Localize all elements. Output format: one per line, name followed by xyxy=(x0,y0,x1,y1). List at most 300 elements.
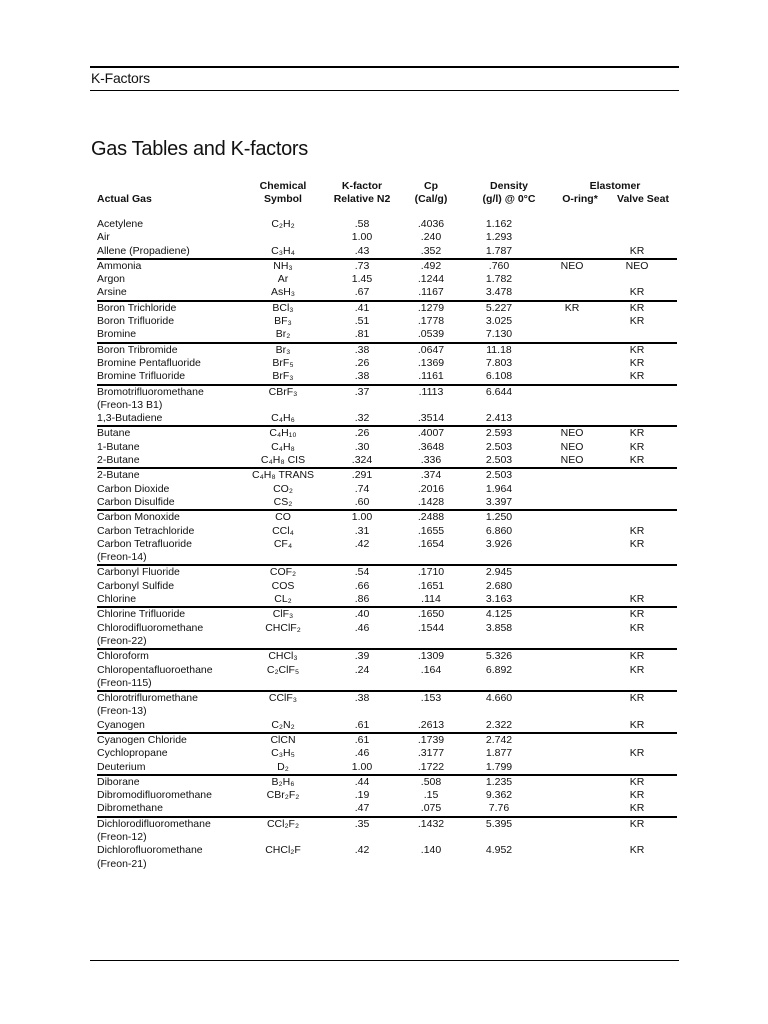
cp-cell: .164 xyxy=(420,663,442,676)
density-cell: 3.163 xyxy=(485,593,513,606)
cp-cell: .1279 xyxy=(417,301,445,314)
header-rule xyxy=(90,90,679,91)
valve-seat-cell: KR xyxy=(629,718,645,731)
valve-seat-cell: KR xyxy=(629,440,645,453)
cp-cell: .1778 xyxy=(417,315,445,328)
density-cell: 3.025 xyxy=(485,315,513,328)
gas-name-cell: Dichlorodifluoromethane xyxy=(97,817,211,830)
table-row xyxy=(97,399,677,412)
table-row-group xyxy=(97,816,677,871)
k-factor-cell: .46 xyxy=(354,621,370,634)
gas-name-cell: Bromine xyxy=(97,328,137,341)
table-row xyxy=(97,370,677,383)
chemical-symbol-cell: C₃H₄ xyxy=(271,244,295,257)
density-cell: 1.162 xyxy=(485,218,513,230)
col-header-k-1: K-factor xyxy=(341,180,383,192)
cp-cell: .4007 xyxy=(417,427,445,440)
valve-seat-cell: KR xyxy=(629,286,645,299)
density-cell: 1.250 xyxy=(485,511,513,524)
valve-seat-cell: KR xyxy=(629,593,645,606)
valve-seat-cell: KR xyxy=(629,650,645,663)
table-row xyxy=(97,286,677,299)
table-row-group xyxy=(97,509,677,564)
table-row xyxy=(97,789,677,802)
cp-cell: .1309 xyxy=(417,650,445,663)
chemical-symbol-cell: C₂H₂ xyxy=(271,218,295,230)
density-cell: 2.503 xyxy=(485,440,513,453)
cp-cell: .1710 xyxy=(417,566,445,579)
density-cell: 3.397 xyxy=(485,495,513,508)
k-factor-cell: .42 xyxy=(354,537,370,550)
k-factor-cell: .38 xyxy=(354,343,370,356)
section-header: K-Factors xyxy=(91,70,150,86)
valve-seat-cell: KR xyxy=(629,356,645,369)
k-factor-cell: .324 xyxy=(351,454,373,467)
cp-cell: .153 xyxy=(420,692,442,705)
table-row xyxy=(97,831,677,844)
table-row xyxy=(97,858,677,871)
k-factor-cell: 1.00 xyxy=(351,760,373,773)
cp-cell: .1739 xyxy=(417,733,445,746)
table-row xyxy=(97,622,677,635)
valve-seat-cell: KR xyxy=(629,454,645,467)
chemical-symbol-cell: C₄H₈ xyxy=(271,440,295,453)
gas-name-cell: Bromotrifluoromethane xyxy=(97,385,204,398)
gas-name-cell: Carbonyl Fluoride xyxy=(97,566,180,579)
gas-name-cell: Diborane xyxy=(97,775,140,788)
cp-cell: .1722 xyxy=(417,760,445,773)
gas-name-cell: (Freon-14) xyxy=(97,551,147,564)
valve-seat-cell: KR xyxy=(629,315,645,328)
density-cell: 4.660 xyxy=(485,692,513,705)
density-cell: 3.478 xyxy=(485,286,513,299)
density-cell: 7.803 xyxy=(485,356,513,369)
k-factor-cell: .37 xyxy=(354,385,370,398)
gas-name-cell: Chlorine xyxy=(97,593,137,606)
chemical-symbol-cell: AsH₃ xyxy=(270,286,296,299)
table-row xyxy=(97,344,677,357)
chemical-symbol-cell: CHCl₂F xyxy=(265,844,301,857)
gas-name-cell: Dichlorofluoromethane xyxy=(97,844,203,857)
k-factor-cell: .43 xyxy=(354,244,370,257)
table-row xyxy=(97,551,677,564)
table-row xyxy=(97,761,677,774)
table-row xyxy=(97,719,677,732)
k-factor-cell: .61 xyxy=(354,733,370,746)
table-row xyxy=(97,427,677,440)
chemical-symbol-cell: BrF₅ xyxy=(272,356,294,369)
k-factor-cell: .66 xyxy=(354,579,370,592)
cp-cell: .3177 xyxy=(417,747,445,760)
density-cell: 1.877 xyxy=(485,747,513,760)
density-cell: 3.858 xyxy=(485,621,513,634)
valve-seat-cell: KR xyxy=(629,775,645,788)
table-row-group xyxy=(97,648,677,690)
table-row xyxy=(97,818,677,831)
gas-name-cell: Chlorine Trifluoride xyxy=(97,608,186,621)
valve-seat-cell: KR xyxy=(629,621,645,634)
table-row xyxy=(97,692,677,705)
col-header-symbol-1: Chemical xyxy=(259,180,307,192)
chemical-symbol-cell: CL₂ xyxy=(274,593,292,606)
table-row-group xyxy=(97,774,677,816)
table-row xyxy=(97,593,677,606)
valve-seat-cell: KR xyxy=(629,817,645,830)
density-cell: 5.326 xyxy=(485,650,513,663)
cp-cell: .1428 xyxy=(417,495,445,508)
table-row xyxy=(97,705,677,718)
oring-cell: NEO xyxy=(560,454,584,467)
gas-name-cell: Ammonia xyxy=(97,259,142,272)
chemical-symbol-cell: Br₃ xyxy=(275,343,291,356)
k-factor-cell: .86 xyxy=(354,593,370,606)
chemical-symbol-cell: CHCl₃ xyxy=(268,650,298,663)
gas-name-cell: Dibromethane xyxy=(97,802,163,815)
valve-seat-cell: KR xyxy=(629,537,645,550)
valve-seat-cell: KR xyxy=(629,844,645,857)
valve-seat-cell: KR xyxy=(629,343,645,356)
k-factor-cell: .81 xyxy=(354,328,370,341)
table-row xyxy=(97,357,677,370)
k-factor-cell: .44 xyxy=(354,775,370,788)
table-row xyxy=(97,302,677,315)
table-row-group xyxy=(97,564,677,606)
k-factor-cell: .42 xyxy=(354,844,370,857)
table-row xyxy=(97,441,677,454)
density-cell: 2.742 xyxy=(485,733,513,746)
k-factor-cell: .32 xyxy=(354,412,370,425)
chemical-symbol-cell: CHClF₂ xyxy=(265,621,301,634)
k-factor-cell: .38 xyxy=(354,692,370,705)
cp-cell: .352 xyxy=(420,244,442,257)
chemical-symbol-cell: CCl₄ xyxy=(272,524,294,537)
k-factor-cell: .26 xyxy=(354,356,370,369)
cp-cell: .4036 xyxy=(417,218,445,230)
cp-cell: .3514 xyxy=(417,412,445,425)
density-cell: 7.130 xyxy=(485,328,513,341)
table-row xyxy=(97,454,677,467)
density-cell: 1.235 xyxy=(485,775,513,788)
gas-name-cell: Boron Tribromide xyxy=(97,343,178,356)
k-factor-cell: .73 xyxy=(354,259,370,272)
cp-cell: .336 xyxy=(420,454,442,467)
col-header-elastomer: Elastomer xyxy=(589,180,641,192)
k-factor-cell: .38 xyxy=(354,370,370,383)
cp-cell: .1244 xyxy=(417,273,445,286)
density-cell: 1.293 xyxy=(485,231,513,244)
k-factor-cell: .74 xyxy=(354,482,370,495)
valve-seat-cell: KR xyxy=(629,789,645,802)
gas-name-cell: (Freon-13) xyxy=(97,705,147,718)
chemical-symbol-cell: B₂H₆ xyxy=(271,775,295,788)
density-cell: 2.593 xyxy=(485,427,513,440)
cp-cell: .374 xyxy=(420,469,442,482)
gas-name-cell: Chloroform xyxy=(97,650,149,663)
gas-name-cell: (Freon-13 B1) xyxy=(97,398,163,411)
table-row-group xyxy=(97,218,677,258)
k-factor-cell: .60 xyxy=(354,495,370,508)
chemical-symbol-cell: ClF₃ xyxy=(272,608,294,621)
top-rule xyxy=(90,66,679,68)
k-factor-cell: .39 xyxy=(354,650,370,663)
table-row-group xyxy=(97,732,677,774)
valve-seat-cell: KR xyxy=(629,427,645,440)
col-header-oring: O-ring* xyxy=(562,193,598,205)
chemical-symbol-cell: D₂ xyxy=(277,760,289,773)
table-row xyxy=(97,566,677,579)
valve-seat-cell: NEO xyxy=(625,259,649,272)
density-cell: 5.227 xyxy=(485,301,513,314)
table-row xyxy=(97,483,677,496)
table-row xyxy=(97,386,677,399)
cp-cell: .1654 xyxy=(417,537,445,550)
valve-seat-cell: KR xyxy=(629,802,645,815)
k-factor-cell: .47 xyxy=(354,802,370,815)
gas-name-cell: Carbon Dioxide xyxy=(97,482,170,495)
density-cell: 1.964 xyxy=(485,482,513,495)
table-row xyxy=(97,844,677,857)
table-row-group xyxy=(97,342,677,384)
table-row xyxy=(97,218,677,231)
gas-name-cell: (Freon-22) xyxy=(97,634,147,647)
col-header-valve-seat: Valve Seat xyxy=(617,193,669,205)
density-cell: 2.680 xyxy=(485,579,513,592)
cp-cell: .075 xyxy=(420,802,442,815)
k-factor-cell: .35 xyxy=(354,817,370,830)
gas-name-cell: (Freon-115) xyxy=(97,676,152,689)
table-row xyxy=(97,747,677,760)
gas-name-cell: (Freon-12) xyxy=(97,831,147,844)
cp-cell: .15 xyxy=(423,789,439,802)
table-row xyxy=(97,511,677,524)
k-factor-cell: .24 xyxy=(354,663,370,676)
gas-name-cell: Cyanogen xyxy=(97,718,145,731)
table-row xyxy=(97,315,677,328)
valve-seat-cell: KR xyxy=(629,524,645,537)
density-cell: 4.125 xyxy=(485,608,513,621)
density-cell: 1.782 xyxy=(485,273,513,286)
gas-name-cell: Carbon Monoxide xyxy=(97,511,180,524)
k-factor-cell: .51 xyxy=(354,315,370,328)
chemical-symbol-cell: BF₃ xyxy=(274,315,292,328)
chemical-symbol-cell: Br₂ xyxy=(275,328,291,341)
k-factor-cell: .58 xyxy=(354,218,370,230)
gas-name-cell: (Freon-21) xyxy=(97,857,147,870)
gas-name-cell: Argon xyxy=(97,273,126,286)
gas-name-cell: Air xyxy=(97,231,110,244)
gas-name-cell: Carbon Disulfide xyxy=(97,495,175,508)
oring-cell: KR xyxy=(564,301,580,314)
k-factor-cell: .61 xyxy=(354,718,370,731)
col-header-density-1: Density xyxy=(490,180,528,192)
table-row xyxy=(97,664,677,677)
density-cell: 5.395 xyxy=(485,817,513,830)
chemical-symbol-cell: Ar xyxy=(277,273,289,286)
col-header-gas: Actual Gas xyxy=(97,193,152,205)
cp-cell: .1655 xyxy=(417,524,445,537)
chemical-symbol-cell: CCl₂F₂ xyxy=(266,817,300,830)
table-row xyxy=(97,580,677,593)
table-row xyxy=(97,328,677,341)
col-header-density-2: (g/l) @ 0°C xyxy=(482,193,536,205)
k-factor-cell: .67 xyxy=(354,286,370,299)
table-row xyxy=(97,412,677,425)
gas-name-cell: Butane xyxy=(97,427,131,440)
table-row-group xyxy=(97,425,677,467)
cp-cell: .140 xyxy=(420,844,442,857)
cp-cell: .1544 xyxy=(417,621,445,634)
density-cell: 1.799 xyxy=(485,760,513,773)
page-title: Gas Tables and K-factors xyxy=(91,138,308,160)
cp-cell: .240 xyxy=(420,231,442,244)
cp-cell: .114 xyxy=(421,593,441,606)
k-factor-cell: .41 xyxy=(354,301,370,314)
table-row-group xyxy=(97,384,677,426)
table-row xyxy=(97,608,677,621)
gas-name-cell: Chloropentafluoroethane xyxy=(97,663,213,676)
cp-cell: .2613 xyxy=(417,718,445,731)
footer-rule xyxy=(90,960,679,961)
col-header-symbol-2: Symbol xyxy=(264,193,302,205)
k-factor-cell: 1.00 xyxy=(351,231,373,244)
chemical-symbol-cell: CBr₂F₂ xyxy=(266,789,300,802)
density-cell: 2.503 xyxy=(485,454,513,467)
gas-name-cell: Deuterium xyxy=(97,760,146,773)
table-row-group xyxy=(97,690,677,732)
gas-name-cell: Carbon Tetrachloride xyxy=(97,524,195,537)
density-cell: .760 xyxy=(488,259,510,272)
col-header-k-2: Relative N2 xyxy=(333,193,391,205)
gas-name-cell: Chlorotrifluromethane xyxy=(97,692,198,705)
chemical-symbol-cell: C₂N₂ xyxy=(271,718,295,731)
table-row xyxy=(97,260,677,273)
gas-name-cell: Bromine Pentafluoride xyxy=(97,356,201,369)
valve-seat-cell: KR xyxy=(629,692,645,705)
cp-cell: .508 xyxy=(420,775,442,788)
density-cell: 2.945 xyxy=(485,566,513,579)
cp-cell: .1113 xyxy=(418,385,444,398)
chemical-symbol-cell: C₃H₅ xyxy=(271,747,295,760)
chemical-symbol-cell: C₄H₁₀ xyxy=(269,427,297,440)
cp-cell: .1432 xyxy=(417,817,445,830)
cp-cell: .0539 xyxy=(417,328,445,341)
cp-cell: .0647 xyxy=(417,343,445,356)
density-cell: 2.413 xyxy=(485,412,513,425)
chemical-symbol-cell: CF₄ xyxy=(273,537,293,550)
k-factor-cell: 1.45 xyxy=(351,273,373,286)
k-factor-cell: .19 xyxy=(354,789,370,802)
k-factor-cell: .291 xyxy=(351,469,373,482)
density-cell: 4.952 xyxy=(485,844,513,857)
table-row xyxy=(97,273,677,286)
table-row xyxy=(97,802,677,815)
cp-cell: .2016 xyxy=(417,482,445,495)
density-cell: 1.787 xyxy=(485,244,513,257)
table-row xyxy=(97,776,677,789)
k-factor-cell: .30 xyxy=(354,440,370,453)
chemical-symbol-cell: CO₂ xyxy=(273,482,293,495)
table-row-group xyxy=(97,300,677,342)
valve-seat-cell: KR xyxy=(629,301,645,314)
gas-name-cell: Bromine Trifluoride xyxy=(97,370,186,383)
density-cell: 6.892 xyxy=(485,663,513,676)
cp-cell: .492 xyxy=(420,259,442,272)
cp-cell: .1161 xyxy=(418,370,444,383)
density-cell: 6.108 xyxy=(485,370,513,383)
chemical-symbol-cell: NH₃ xyxy=(273,259,293,272)
table-row xyxy=(97,650,677,663)
density-cell: 6.860 xyxy=(485,524,513,537)
k-factor-cell: 1.00 xyxy=(351,511,373,524)
cp-cell: .1651 xyxy=(417,579,445,592)
density-cell: 6.644 xyxy=(485,385,513,398)
gas-name-cell: 1-Butane xyxy=(97,440,140,453)
table-row xyxy=(97,538,677,551)
table-row-group xyxy=(97,606,677,648)
chemical-symbol-cell: C₄H₆ xyxy=(271,412,295,425)
cp-cell: .1369 xyxy=(417,356,445,369)
chemical-symbol-cell: CBrF₃ xyxy=(268,385,298,398)
valve-seat-cell: KR xyxy=(629,370,645,383)
oring-cell: NEO xyxy=(560,427,584,440)
table-row xyxy=(97,469,677,482)
gas-name-cell: Dibromodifluoromethane xyxy=(97,789,212,802)
chemical-symbol-cell: C₂ClF₅ xyxy=(266,663,300,676)
cp-cell: .2488 xyxy=(417,511,445,524)
gas-name-cell: Allene (Propadiene) xyxy=(97,244,190,257)
gas-name-cell: Chlorodifluoromethane xyxy=(97,621,204,634)
table-row xyxy=(97,635,677,648)
gas-name-cell: Boron Trichloride xyxy=(97,301,177,314)
chemical-symbol-cell: BCl₃ xyxy=(272,301,294,314)
cp-cell: .3648 xyxy=(417,440,445,453)
gas-name-cell: Carbon Tetrafluoride xyxy=(97,537,192,550)
oring-cell: NEO xyxy=(560,440,584,453)
table-row xyxy=(97,231,677,244)
k-factor-cell: .40 xyxy=(354,608,370,621)
gas-name-cell: 2-Butane xyxy=(97,469,140,482)
table-row xyxy=(97,496,677,509)
density-cell: 2.322 xyxy=(485,718,513,731)
density-cell: 9.362 xyxy=(485,789,513,802)
table-row-group xyxy=(97,467,677,509)
cp-cell: .1650 xyxy=(417,608,445,621)
chemical-symbol-cell: COF₂ xyxy=(269,566,297,579)
k-factor-cell: .26 xyxy=(354,427,370,440)
density-cell: 3.926 xyxy=(485,537,513,550)
density-cell: 2.503 xyxy=(485,469,513,482)
density-cell: 11.18 xyxy=(486,343,512,356)
chemical-symbol-cell: COS xyxy=(271,579,295,592)
chemical-symbol-cell: ClCN xyxy=(270,733,296,746)
table-row xyxy=(97,525,677,538)
k-factor-cell: .31 xyxy=(354,524,370,537)
chemical-symbol-cell: C₄H₈ TRANS xyxy=(251,469,315,482)
gas-name-cell: Carbonyl Sulfide xyxy=(97,579,175,592)
oring-cell: NEO xyxy=(560,259,584,272)
gas-name-cell: Boron Trifluoride xyxy=(97,315,175,328)
density-cell: 7.76 xyxy=(488,802,510,815)
col-header-cp-2: (Cal/g) xyxy=(414,193,448,205)
valve-seat-cell: KR xyxy=(629,747,645,760)
k-factor-cell: .46 xyxy=(354,747,370,760)
cp-cell: .1167 xyxy=(418,286,444,299)
table-row xyxy=(97,677,677,690)
valve-seat-cell: KR xyxy=(629,244,645,257)
valve-seat-cell: KR xyxy=(629,663,645,676)
chemical-symbol-cell: CClF₃ xyxy=(268,692,298,705)
gas-name-cell: Arsine xyxy=(97,286,127,299)
